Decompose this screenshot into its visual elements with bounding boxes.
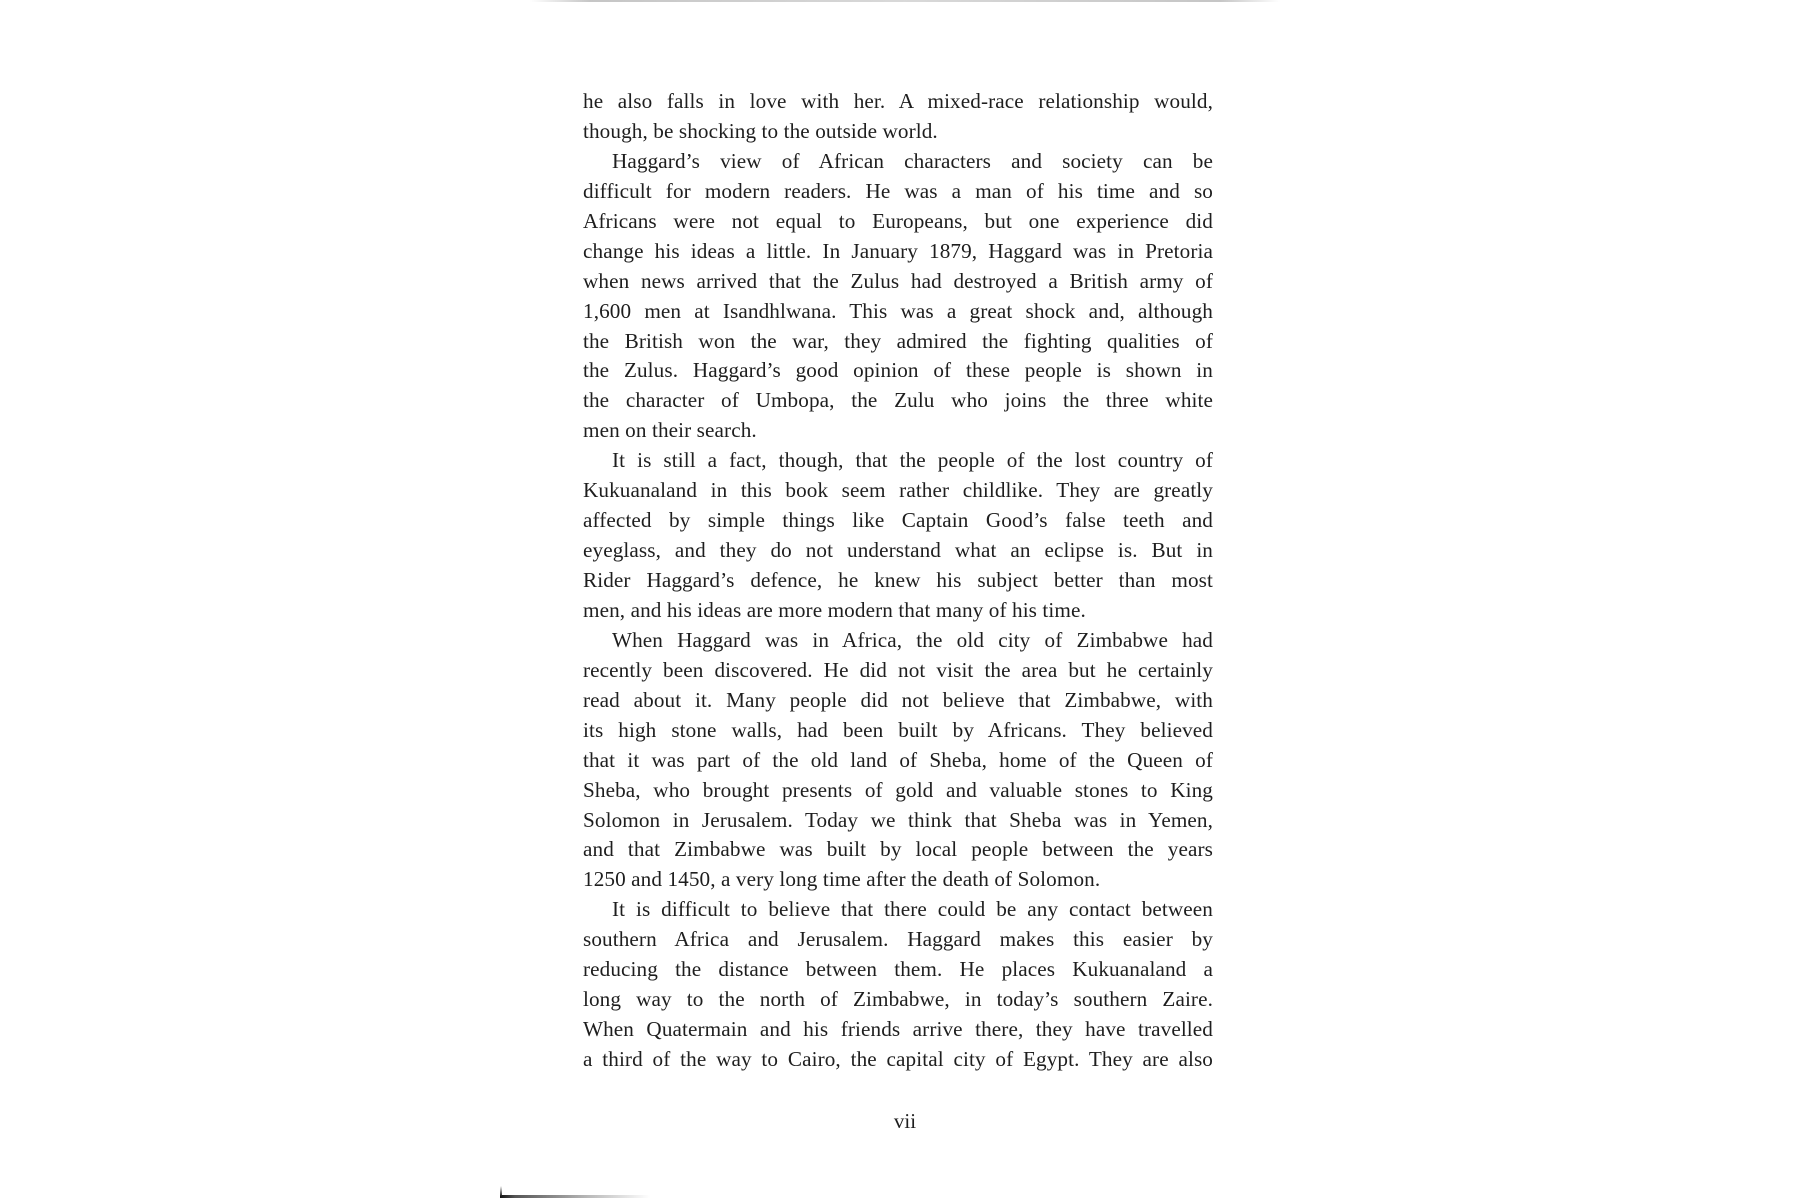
paragraph: [583, 446, 1213, 626]
text-line: Sheba, who brought presents of gold and valuable stones to King: [583, 777, 1213, 802]
text-line: Solomon in Jerusalem. Today we think that Sheba was in Yemen,: [583, 807, 1213, 832]
text-line: the character of Umbopa, the Zulu who joins the three white: [583, 388, 1213, 413]
text-line: long way to the north of Zimbabwe, in today’s southern Zaire.: [583, 987, 1213, 1012]
text-line: Africans were not equal to Europeans, but one experience did: [583, 208, 1213, 233]
text-line: 1250 and 1450, a very long time after the death of Solomon.: [583, 867, 1101, 892]
paragraph: [583, 87, 1213, 147]
text-line: Rider Haggard’s defence, he knew his subject better than most: [583, 568, 1213, 592]
text-line: read about it. Many people did not believe that Zimbabwe, with: [583, 687, 1213, 712]
text-line: men on their search.: [583, 418, 757, 443]
text-line: difficult for modern readers. He was a man of his time and so: [583, 178, 1213, 203]
text-line: change his ideas a little. In January 1879, Haggard was in Pretoria: [583, 238, 1213, 263]
scan-edge-bottom: [500, 1195, 650, 1198]
text-line: eyeglass, and they do not understand what an eclipse is. But in: [583, 538, 1213, 563]
text-line: its high stone walls, had been built by Africans. They believed: [583, 717, 1213, 742]
text-line: he also falls in love with her. A mixed-race relationship would,: [583, 89, 1213, 113]
text-line: Kukuanaland in this book seem rather childlike. They are greatly: [583, 478, 1213, 503]
text-line: a third of the way to Cairo, the capital city of Egypt. They are also: [583, 1047, 1213, 1071]
text-line: that it was part of the old land of Sheba, home of the Queen of: [583, 747, 1213, 772]
text-line: the Zulus. Haggard’s good opinion of these people is shown in: [583, 358, 1213, 383]
text-line: When Quatermain and his friends arrive there, they have travelled: [583, 1017, 1213, 1042]
scan-edge-top: [530, 0, 1280, 2]
body-text: [583, 87, 1213, 1075]
paragraph: [583, 147, 1213, 446]
text-line: men, and his ideas are more modern that many of his time.: [583, 597, 1086, 622]
paragraph: [583, 626, 1213, 895]
text-line: 1,600 men at Isandhlwana. This was a great shock and, although: [583, 298, 1213, 323]
text-line: and that Zimbabwe was built by local people between the years: [583, 837, 1213, 862]
text-line: Haggard’s view of African characters and society can be: [612, 148, 1213, 173]
text-line: affected by simple things like Captain Good’s false teeth and: [583, 508, 1213, 533]
text-line: It is still a fact, though, that the people of the lost country of: [612, 448, 1213, 473]
text-line: though, be shocking to the outside world.: [583, 118, 938, 143]
text-line: It is difficult to believe that there could be any contact between: [612, 897, 1213, 922]
text-line: when news arrived that the Zulus had destroyed a British army of: [583, 268, 1213, 293]
text-line: reducing the distance between them. He places Kukuanaland a: [583, 957, 1213, 982]
text-line: southern Africa and Jerusalem. Haggard makes this easier by: [583, 927, 1213, 952]
paragraph: [583, 895, 1213, 1075]
text-line: the British won the war, they admired the fighting qualities of: [583, 328, 1213, 353]
text-line: recently been discovered. He did not visit the area but he certainly: [583, 657, 1213, 682]
text-line: When Haggard was in Africa, the old city of Zimbabwe had: [612, 627, 1213, 652]
page-number: vii: [893, 1109, 917, 1133]
